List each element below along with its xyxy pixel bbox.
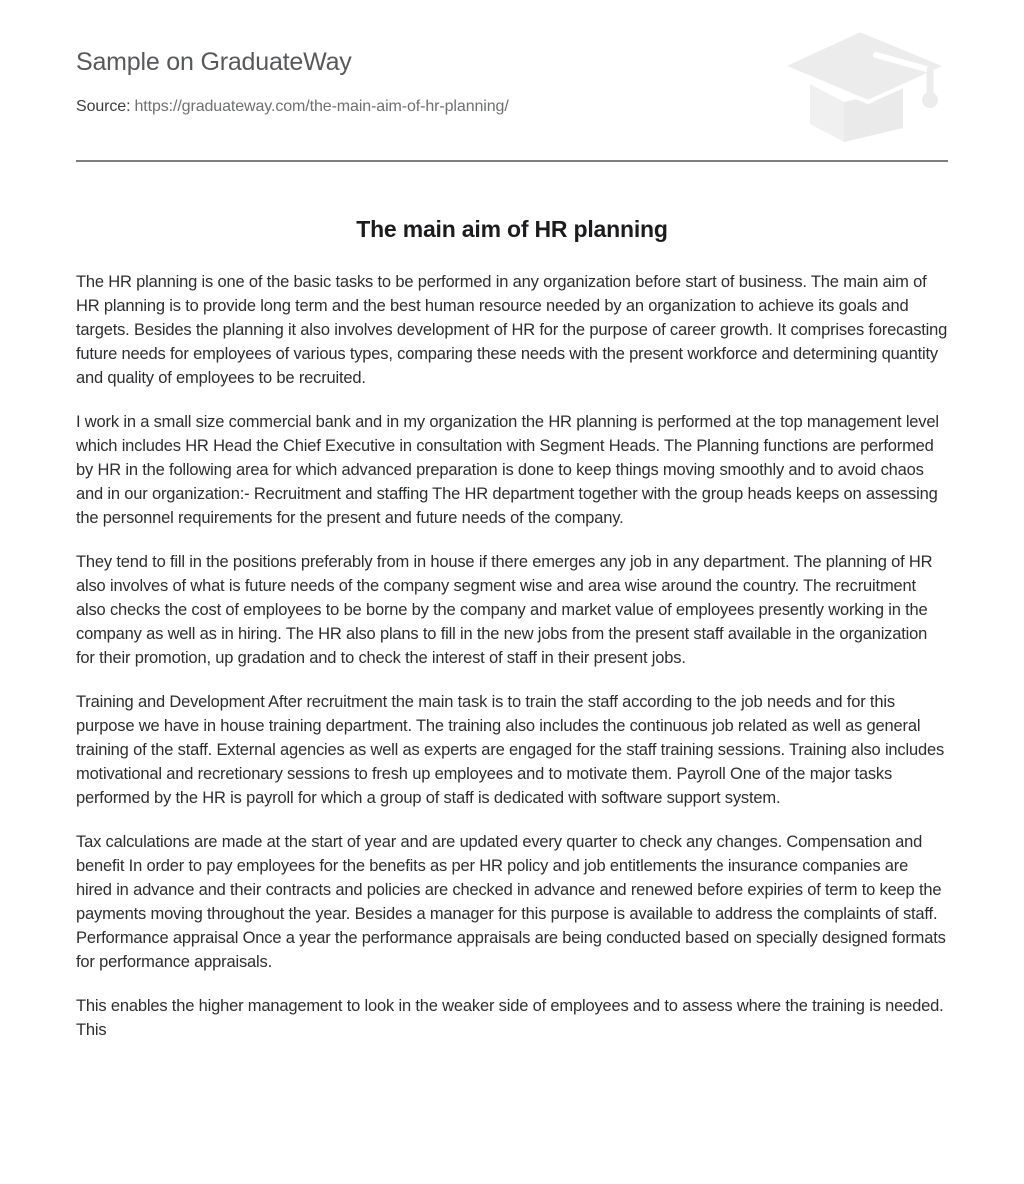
document-header bbox=[76, 48, 948, 116]
document-body bbox=[76, 270, 948, 1042]
header-divider bbox=[76, 160, 948, 162]
paragraph: This enables the higher management to look in the weaker side of employees and to assess where the training is needed. This bbox=[76, 997, 944, 1039]
paragraph: Tax calculations are made at the start of year and are updated every quarter to check any changes. Compensation and benefit In order to pay employees for the benefits as per HR policy and job entitlements the insurance companies are hired in advance and their contracts and policies are checked in advance and renewed before expiries of term to keep the payments moving throughout the year. Besides a manager for this purpose is available to address the complaints of staff. Performance appraisal Once a year the performance appraisals are being conducted based on specially designed formats for performance appraisals. bbox=[76, 833, 946, 971]
paragraph: They tend to fill in the positions preferably from in house if there emerges any job in any department. The planning of HR also involves of what is future needs of the company segment wise and area wise around the country. The recruitment also checks the cost of employees to be borne by the company and market value of employees presently working in the company as well as in hiring. The HR also plans to fill in the new jobs from the present staff available in the organization for their promotion, up gradation and to check the interest of staff in their present jobs. bbox=[76, 553, 933, 667]
source-label: Source: bbox=[76, 98, 131, 115]
page-title: The main aim of HR planning bbox=[356, 216, 668, 242]
source-url-link[interactable]: https://graduateway.com/the-main-aim-of-hr-planning/ bbox=[134, 98, 509, 115]
paragraph: The HR planning is one of the basic tasks to be performed in any organization before start of business. The main aim of HR planning is to provide long term and the best human resource needed by an organization to achieve its goals and targets. Besides the planning it also involves development of HR for the purpose of career growth. It comprises forecasting future needs for employees of various types, comparing these needs with the present workforce and determining quantity and quality of employees to be recruited. bbox=[76, 273, 948, 387]
paragraph: Training and Development After recruitment the main task is to train the staff according to the job needs and for this purpose we have in house training department. The training also includes the continuous job related as well as general training of the staff. External agencies as well as experts are engaged for the staff training sessions. Training also includes motivational and recretionary sessions to fresh up employees and to motivate them. Payroll One of the major tasks performed by the HR is payroll for which a group of staff is dedicated with software support system. bbox=[76, 693, 945, 807]
paragraph: I work in a small size commercial bank and in my organization the HR planning is performed at the top management level which includes HR Head the Chief Executive in consultation with Segment Heads. The Planning functions are performed by HR in the following area for which advanced preparation is done to keep things moving smoothly and to avoid chaos and in our organization:- Recruitment and staffing The HR department together with the group heads keeps on assessing the personnel requirements for the present and future needs of the company. bbox=[76, 413, 939, 527]
graduation-cap-icon bbox=[780, 28, 950, 143]
site-heading: Sample on GraduateWay bbox=[76, 48, 352, 76]
